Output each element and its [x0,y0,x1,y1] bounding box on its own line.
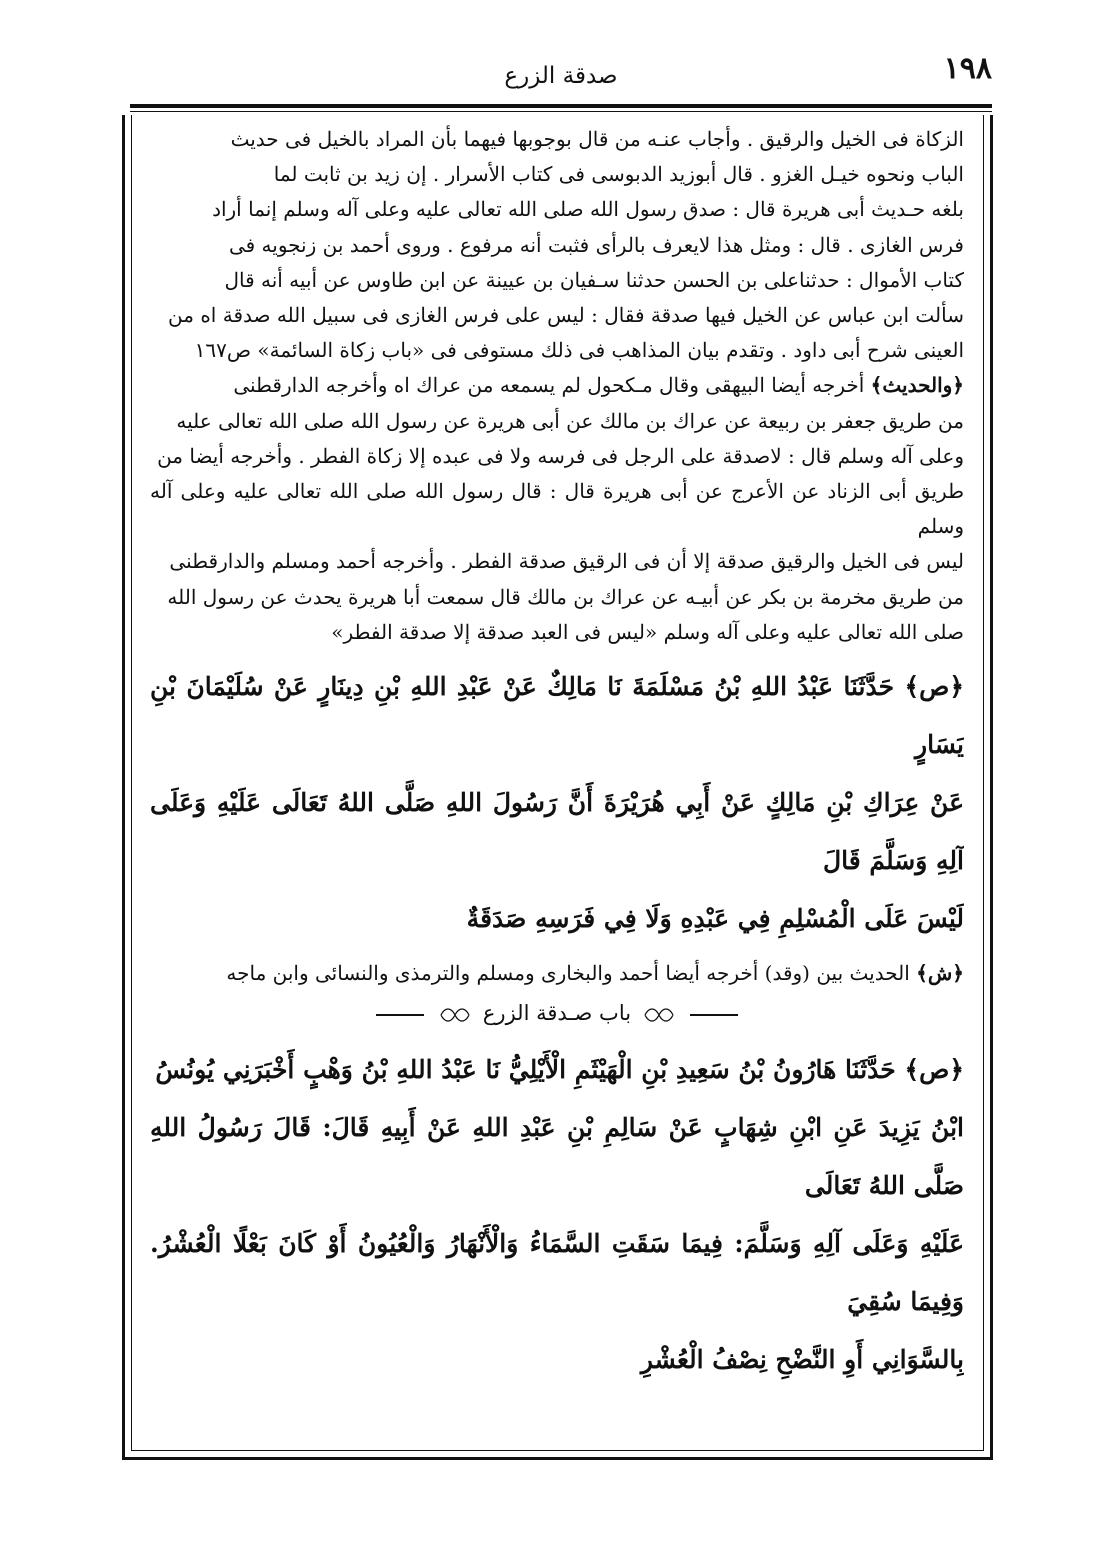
hadith-line: لَيْسَ عَلَى الْمُسْلِمِ فِي عَبْدِهِ وَلَا فِي فَرَسِهِ صَدَقَةٌ [466,904,964,934]
hadith-line: ابْنُ يَزِيدَ عَنِ ابْنِ شِهَابٍ عَنْ سَالِمِ بْنِ عَبْدِ اللهِ عَنْ أَبِيهِ قَالَ: قَالَ رَسُولُ اللهِ صَلَّى اللهُ تَعَالَى [150,1113,964,1201]
text-line: طريق أبى الزناد عن الأعرج عن أبى هريرة قال : قال رسول الله صلى الله تعالى عليه وعلى آله وسلم [150,479,964,539]
text-line [150,368,964,403]
text-line: الباب ونحوه خيـل الغزو . قال أبوزيد الدبوسى فى كتاب الأسرار . إن زيد بن ثابت لما [273,162,964,187]
header-rule-thin [130,111,992,112]
text-line: من طريق جعفر بن ربيعة عن عراك بن مالك عن أبى هريرة عن رسول الله صلى الله تعالى عليه [176,408,964,433]
ornament-icon [642,1005,676,1025]
text-line: وعلى آله وسلم قال : لاصدقة على الرجل فى فرسه ولا فى عبده إلا زكاة الفطر . وأخرجه أيضا من [157,443,964,468]
hadith-marker: ﴿ص﴾ [904,1055,964,1085]
hadith-text [150,658,964,948]
hadith-text [150,1041,964,1389]
text-line: كتاب الأموال : حدثناعلى بن الحسن حدثنا سـفيان بن عيينة عن ابن طاوس عن أبيه أنه قال [224,267,964,292]
hadith-line: عَلَيْهِ وَعَلَى آلِهِ وَسَلَّمَ: فِيمَا سَقَتِ السَّمَاءُ وَالْأَنْهَارُ وَالْعُيُونُ أَوْ كَانَ بَعْلًا الْعُشْرُ. وَفِيمَا سُقِيَ [150,1229,964,1317]
header-rule [130,104,992,108]
text-line: سألت ابن عباس عن الخيل فيها صدقة فقال : ليس على فرس الغازى فى سبيل الله صدقة اه من [168,303,964,328]
text-line: من طريق مخرمة بن بكر عن أبيـه عن عراك بن مالك قال سمعت أبا هريرة يحدث عن رسول الله [167,584,964,609]
sharh-text: الحديث بين (وقد) أخرجه أيضا أحمد والبخارى ومسلم والترمذى والنسائى وابن ماجه [226,961,910,986]
page-header [130,45,992,101]
ornament-icon [438,1005,472,1025]
heading-rule [690,1014,738,1016]
text-line: فرس الغازى . قال : ومثل هذا لايعرف بالرأى فثبت أنه مرفوع . وروى أحمد بن زنجويه فى [228,232,964,257]
text-line-body: أخرجه أيضا البيهقى وقال مـكحول لم يسمعه من عراك اه وأخرجه الدارقطنى [233,373,865,398]
hadith-line-body: حَدَّثَنَا هَارُونُ بْنُ سَعِيدِ بْنِ الْهَيْثَمِ الْأَيْلِيُّ نَا عَبْدُ اللهِ بْنُ وَهْبٍ أَخْبَرَنِي يُونُسُ [155,1055,896,1085]
page-number: ١٩٨ [943,51,992,86]
text-line: العينى شرح أبى داود . وتقدم بيان المذاهب فى ذلك مستوفى فى «باب زكاة السائمة» ص١٦٧ [194,338,964,363]
takhrij-block [150,368,964,650]
hadith-marker: ﴿ص﴾ [904,672,964,702]
section-marker: ﴿والحديث﴾ [870,373,964,398]
sharh-marker: ﴿ش﴾ [916,961,964,986]
hadith-line: بِالسَّوَانِي أَوِ النَّضْحِ نِصْفُ الْعُشْرِ [640,1345,964,1375]
hadith-line: عَنْ عِرَاكِ بْنِ مَالِكٍ عَنْ أَبِي هُرَيْرَةَ أَنَّ رَسُولَ اللهِ صَلَّى اللهُ تَعَالَى عَلَيْهِ وَعَلَى آلِهِ وَسَلَّمَ قَالَ [150,788,964,876]
text-line: بلغه حـديث أبى هريرة قال : صدق رسول الله صلى الله تعالى عليه وعلى آله وسلم إنما أراد [212,197,964,222]
text-line: ليس فى الخيل والرقيق صدقة إلا أن فى الرقيق صدقة الفطر . وأخرجه أحمد ومسلم والدارقطنى [169,549,964,574]
text-line: الزكاة فى الخيل والرقيق . وأجاب عنـه من قال بوجوبها فيهما بأن المراد بالخيل فى حديث [230,127,964,151]
running-title: صدقة الزرع [504,63,618,89]
chapter-title: باب صـدقة الزرع [482,1001,632,1026]
text-line: صلى الله تعالى عليه وعلى آله وسلم «ليس فى العبد صدقة إلا صدقة الفطر» [331,619,964,644]
hadith-line [150,658,964,774]
page-body [150,122,964,1447]
spacer [150,948,964,956]
chapter-heading [150,993,964,1033]
hadith-line [150,1041,964,1099]
sharh-line [150,956,964,991]
hadith-line-body: حَدَّثَنَا عَبْدُ اللهِ بْنُ مَسْلَمَةَ نَا مَالِكٌ عَنْ عَبْدِ اللهِ بْنِ دِينَارٍ عَنْ سُلَيْمَانَ بْنِ يَسَارٍ [150,672,964,760]
commentary-block [150,122,964,368]
heading-rule [376,1014,424,1016]
